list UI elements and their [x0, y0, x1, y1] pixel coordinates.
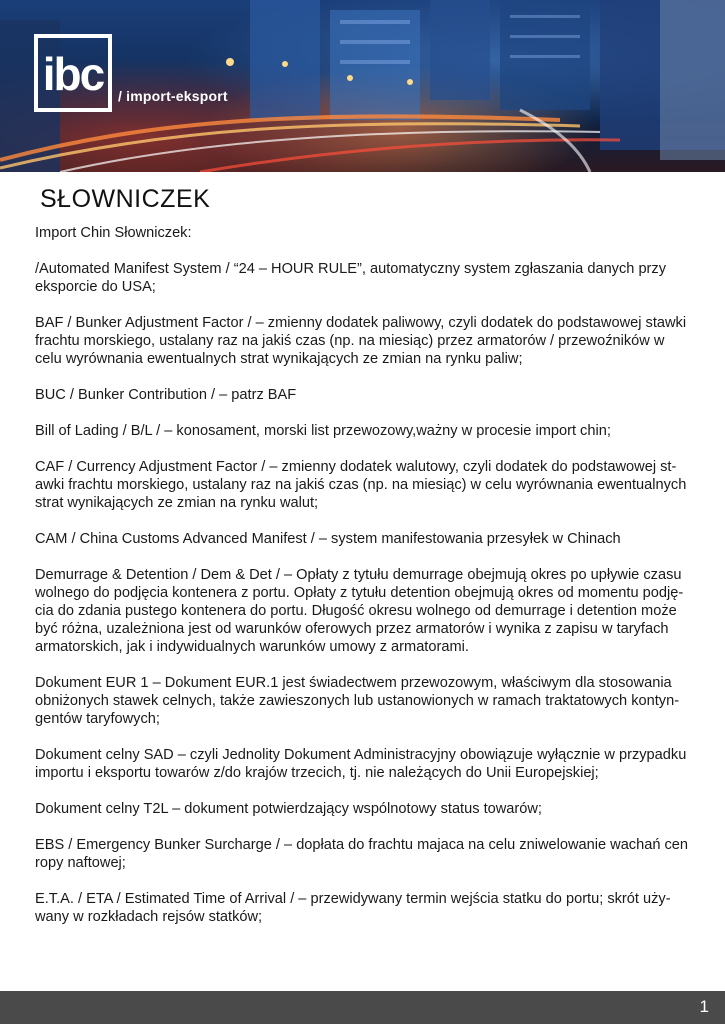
glossary-entry: Bill of Lading / B/L / – konosament, morski list przewozowy,ważny w procesie import chin; [35, 423, 611, 439]
glossary-content [35, 224, 690, 944]
glossary-entry: Demurrage & Detention / Dem & Det / – Opłaty z tytułu demurrage obejmują okres po upływie czasu wolnego do podjęcia kontenera z portu. Opłaty z tytułu detention obejmują okres od momentu podję-cia do zdania pustego kontenera do portu. Długość okresu wolnego od demurrage i detention może być różna, uzależniona jest od warunków oferowych przez armatorów i wynika z zapisu w taryfach armatorskich, jak i indywidualnych warunków umowy z armatorami. [35, 567, 684, 655]
glossary-entry: CAF / Currency Adjustment Factor / – zmienny dodatek walutowy, czyli dodatek do podstawowej st-awki frachtu morskiego, ustalany raz na jakiś czas (np. na miesiąc) w celu wyrównania ewentualnych strat wynikających ze zmian na rynku walut; [35, 459, 687, 511]
glossary-intro: Import Chin Słowniczek: [35, 225, 192, 241]
page-title: SŁOWNICZEK [40, 185, 211, 213]
glossary-entry: EBS / Emergency Bunker Surcharge / – dopłata do frachtu majaca na celu zniwelowanie wachań cen ropy naftowej; [35, 837, 689, 871]
logo-tagline: / import-eksport [118, 88, 228, 104]
glossary-entry: Dokument celny T2L – dokument potwierdzający wspólnotowy status towarów; [35, 801, 542, 817]
glossary-entry: CAM / China Customs Advanced Manifest / – system manifestowania przesyłek w Chinach [35, 531, 621, 547]
glossary-entry: /Automated Manifest System / “24 – HOUR RULE”, automatyczny system zgłaszania danych przy eksporcie do USA; [35, 261, 667, 295]
page-number: 1 [699, 997, 709, 1016]
glossary-entry: Dokument EUR 1 – Dokument EUR.1 jest świadectwem przewozowym, właściwym dla stosowania obniżonych stawek celnych, także zawieszonych lub ustanowionych w ramach traktatowych kontyn-gentów taryfowych; [35, 675, 680, 727]
glossary-entry: E.T.A. / ETA / Estimated Time of Arrival / – przewidywany termin wejścia statku do portu; skrót uży-wany w rozkładach rejsów statków; [35, 891, 671, 925]
glossary-entry: BUC / Bunker Contribution / – patrz BAF [35, 387, 297, 403]
logo-text: ibc [42, 48, 104, 100]
glossary-entry: Dokument celny SAD – czyli Jednolity Dokument Administracyjny obowiązuje wyłącznie w przypadku importu i eksportu towarów z/do krajów trzecich, tj. nie należących do Unii Europejskiej; [35, 747, 687, 781]
header-banner-image [0, 0, 725, 172]
glossary-entry: BAF / Bunker Adjustment Factor / – zmienny dodatek paliwowy, czyli dodatek do podstawowej stawki frachtu morskiego, ustalany raz na jakiś czas (np. na miesiąc) przez armatorów / przewoźników w celu wyrównania ewentualnych strat wynikających ze zmian na rynku paliw; [35, 315, 687, 367]
company-logo [34, 34, 112, 112]
page-footer [0, 991, 725, 1024]
